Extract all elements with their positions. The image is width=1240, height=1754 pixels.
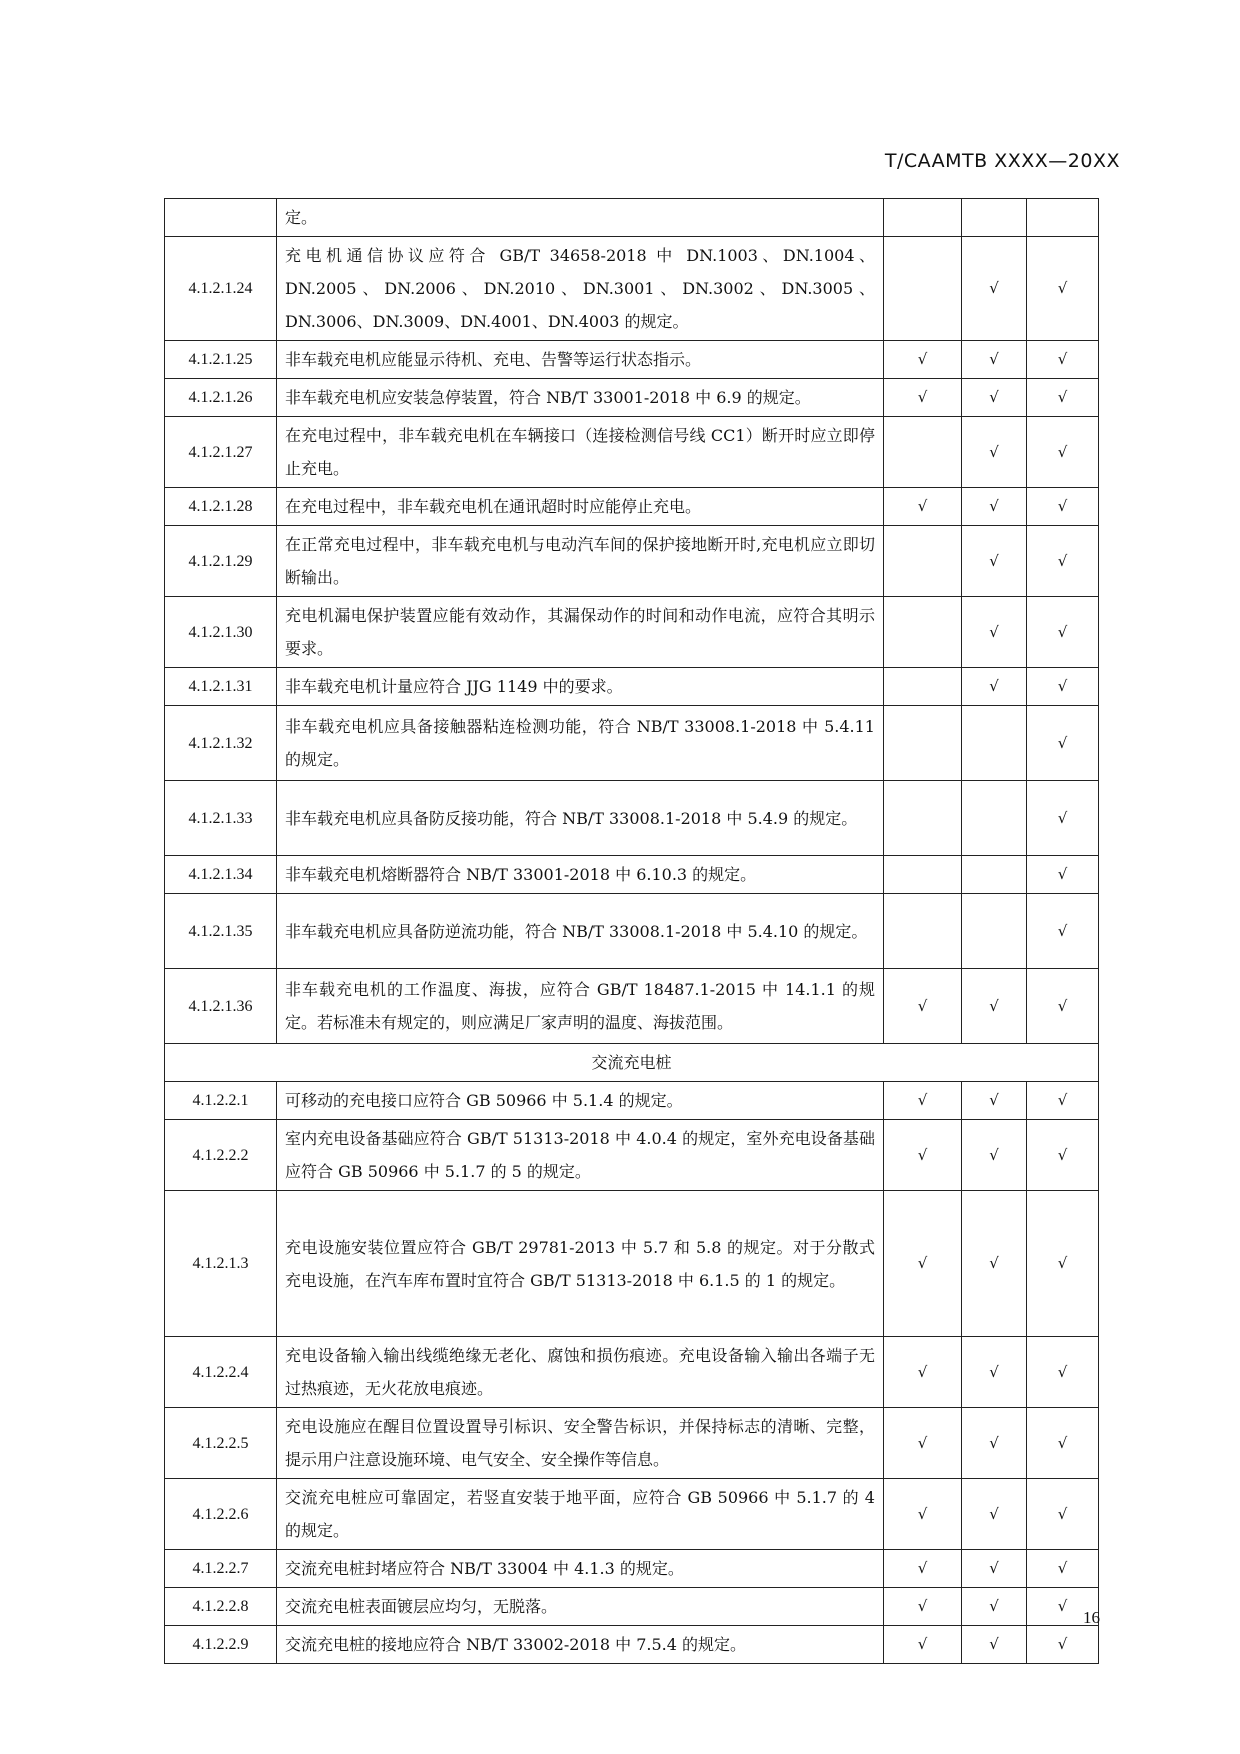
requirement-text-cell: 非车载充电机应能显示待机、充电、告警等运行状态指示。 xyxy=(277,341,884,379)
requirement-text-cell: 定。 xyxy=(277,199,884,237)
clause-number-cell: 4.1.2.1.28 xyxy=(165,488,277,526)
requirement-text-cell: 在充电过程中，非车载充电机在车辆接口（连接检测信号线 CC1）断开时应立即停止充电。 xyxy=(277,417,884,488)
check-mark-cell-2 xyxy=(962,706,1027,781)
clause-number-cell: 4.1.2.2.2 xyxy=(165,1120,277,1191)
requirement-text-cell: 交流充电桩表面镀层应均匀，无脱落。 xyxy=(277,1588,884,1626)
clause-number-cell: 4.1.2.1.25 xyxy=(165,341,277,379)
section-header-row xyxy=(165,1044,1099,1082)
requirement-text-cell: 充电机漏电保护装置应能有效动作，其漏保动作的时间和动作电流，应符合其明示要求。 xyxy=(277,597,884,668)
check-mark-cell-2: √ xyxy=(962,237,1027,341)
table-row xyxy=(165,1337,1099,1408)
table-row xyxy=(165,969,1099,1044)
check-mark-cell-2: √ xyxy=(962,379,1027,417)
check-mark-cell-2 xyxy=(962,781,1027,856)
table-row xyxy=(165,856,1099,894)
check-mark-cell-2: √ xyxy=(962,668,1027,706)
check-mark-cell-3: √ xyxy=(1027,1337,1099,1408)
check-mark-cell-2: √ xyxy=(962,1626,1027,1664)
check-mark-cell-1: √ xyxy=(884,379,962,417)
requirement-text-cell: 在充电过程中，非车载充电机在通讯超时时应能停止充电。 xyxy=(277,488,884,526)
check-mark-cell-3: √ xyxy=(1027,1191,1099,1337)
check-mark-cell-1 xyxy=(884,237,962,341)
check-mark-cell-3: √ xyxy=(1027,781,1099,856)
check-mark-cell-1: √ xyxy=(884,1337,962,1408)
table-row xyxy=(165,1408,1099,1479)
clause-number-cell: 4.1.2.1.29 xyxy=(165,526,277,597)
clause-number-cell: 4.1.2.1.31 xyxy=(165,668,277,706)
table-row xyxy=(165,706,1099,781)
table-row xyxy=(165,1550,1099,1588)
check-mark-cell-1: √ xyxy=(884,1588,962,1626)
check-mark-cell-3: √ xyxy=(1027,237,1099,341)
check-mark-cell-1 xyxy=(884,781,962,856)
requirement-text-cell: 非车载充电机计量应符合 JJG 1149 中的要求。 xyxy=(277,668,884,706)
check-mark-cell-3: √ xyxy=(1027,1550,1099,1588)
check-mark-cell-2 xyxy=(962,199,1027,237)
check-mark-cell-1: √ xyxy=(884,1120,962,1191)
table-row xyxy=(165,488,1099,526)
check-mark-cell-2: √ xyxy=(962,1588,1027,1626)
table-row xyxy=(165,1191,1099,1337)
check-mark-cell-1: √ xyxy=(884,1191,962,1337)
check-mark-cell-3: √ xyxy=(1027,1082,1099,1120)
check-mark-cell-1 xyxy=(884,706,962,781)
section-title: 交流充电桩 xyxy=(165,1044,1099,1082)
check-mark-cell-2: √ xyxy=(962,1337,1027,1408)
check-mark-cell-1 xyxy=(884,199,962,237)
requirement-text-cell: 非车载充电机应安装急停装置，符合 NB/T 33001-2018 中 6.9 的规定。 xyxy=(277,379,884,417)
clause-number-cell: 4.1.2.1.36 xyxy=(165,969,277,1044)
check-mark-cell-1: √ xyxy=(884,1082,962,1120)
requirement-text-cell: 交流充电桩的接地应符合 NB/T 33002-2018 中 7.5.4 的规定。 xyxy=(277,1626,884,1664)
table-body xyxy=(165,199,1099,1664)
table-row xyxy=(165,1082,1099,1120)
check-mark-cell-2: √ xyxy=(962,1479,1027,1550)
check-mark-cell-2: √ xyxy=(962,1408,1027,1479)
check-mark-cell-2: √ xyxy=(962,417,1027,488)
check-mark-cell-3: √ xyxy=(1027,417,1099,488)
clause-number-cell: 4.1.2.2.6 xyxy=(165,1479,277,1550)
check-mark-cell-2: √ xyxy=(962,488,1027,526)
check-mark-cell-2: √ xyxy=(962,1120,1027,1191)
requirement-text-cell: 充电设施应在醒目位置设置导引标识、安全警告标识，并保持标志的清晰、完整，提示用户注意设施环境、电气安全、安全操作等信息。 xyxy=(277,1408,884,1479)
requirement-text-cell: 非车载充电机应具备防反接功能，符合 NB/T 33008.1-2018 中 5.4.9 的规定。 xyxy=(277,781,884,856)
table-row xyxy=(165,379,1099,417)
check-mark-cell-2: √ xyxy=(962,1082,1027,1120)
table-row xyxy=(165,417,1099,488)
check-mark-cell-2: √ xyxy=(962,597,1027,668)
check-mark-cell-1 xyxy=(884,856,962,894)
check-mark-cell-2: √ xyxy=(962,1550,1027,1588)
check-mark-cell-1: √ xyxy=(884,488,962,526)
table-row xyxy=(165,781,1099,856)
check-mark-cell-1 xyxy=(884,597,962,668)
check-mark-cell-3: √ xyxy=(1027,1588,1099,1626)
check-mark-cell-1: √ xyxy=(884,1626,962,1664)
table-row xyxy=(165,597,1099,668)
check-mark-cell-1 xyxy=(884,526,962,597)
requirement-text-cell: 非车载充电机熔断器符合 NB/T 33001-2018 中 6.10.3 的规定。 xyxy=(277,856,884,894)
clause-number-cell: 4.1.2.1.32 xyxy=(165,706,277,781)
requirement-text-cell: 充电设施安装位置应符合 GB/T 29781-2013 中 5.7 和 5.8 的规定。对于分散式充电设施，在汽车库布置时宜符合 GB/T 51313-2018 中 6.1.5 的 1 的规定。 xyxy=(277,1191,884,1337)
check-mark-cell-3: √ xyxy=(1027,526,1099,597)
table-row xyxy=(165,1626,1099,1664)
clause-number-cell xyxy=(165,199,277,237)
check-mark-cell-3: √ xyxy=(1027,1120,1099,1191)
check-mark-cell-3: √ xyxy=(1027,856,1099,894)
clause-number-cell: 4.1.2.1.30 xyxy=(165,597,277,668)
check-mark-cell-2 xyxy=(962,894,1027,969)
table-row xyxy=(165,237,1099,341)
clause-number-cell: 4.1.2.1.27 xyxy=(165,417,277,488)
table-row xyxy=(165,1588,1099,1626)
requirement-text-cell: 室内充电设备基础应符合 GB/T 51313-2018 中 4.0.4 的规定，室外充电设备基础应符合 GB 50966 中 5.1.7 的 5 的规定。 xyxy=(277,1120,884,1191)
table-row xyxy=(165,894,1099,969)
clause-number-cell: 4.1.2.2.9 xyxy=(165,1626,277,1664)
check-mark-cell-2: √ xyxy=(962,341,1027,379)
check-mark-cell-3: √ xyxy=(1027,668,1099,706)
requirement-text-cell: 在正常充电过程中，非车载充电机与电动汽车间的保护接地断开时,充电机应立即切断输出。 xyxy=(277,526,884,597)
requirement-text-cell: 交流充电桩应可靠固定，若竖直安装于地平面，应符合 GB 50966 中 5.1.7 的 4 的规定。 xyxy=(277,1479,884,1550)
check-mark-cell-3: √ xyxy=(1027,597,1099,668)
clause-number-cell: 4.1.2.1.34 xyxy=(165,856,277,894)
check-mark-cell-2: √ xyxy=(962,969,1027,1044)
table-row xyxy=(165,199,1099,237)
requirement-text-cell: 充电设备输入输出线缆绝缘无老化、腐蚀和损伤痕迹。充电设备输入输出各端子无过热痕迹，无火花放电痕迹。 xyxy=(277,1337,884,1408)
clause-number-cell: 4.1.2.2.5 xyxy=(165,1408,277,1479)
requirement-text-cell: 非车载充电机应具备接触器粘连检测功能，符合 NB/T 33008.1-2018 中 5.4.11 的规定。 xyxy=(277,706,884,781)
requirement-text-cell: 可移动的充电接口应符合 GB 50966 中 5.1.4 的规定。 xyxy=(277,1082,884,1120)
check-mark-cell-1: √ xyxy=(884,341,962,379)
check-mark-cell-3: √ xyxy=(1027,1479,1099,1550)
check-mark-cell-1: √ xyxy=(884,969,962,1044)
table-row xyxy=(165,668,1099,706)
page-number: 16 xyxy=(1083,1608,1100,1627)
check-mark-cell-1: √ xyxy=(884,1408,962,1479)
clause-number-cell: 4.1.2.2.7 xyxy=(165,1550,277,1588)
requirements-table xyxy=(164,198,1099,1664)
check-mark-cell-3: √ xyxy=(1027,894,1099,969)
clause-number-cell: 4.1.2.1.33 xyxy=(165,781,277,856)
check-mark-cell-3: √ xyxy=(1027,706,1099,781)
check-mark-cell-2: √ xyxy=(962,526,1027,597)
requirement-text-cell: 充电机通信协议应符合 GB/T 34658-2018 中 DN.1003、DN.1004、DN.2005、DN.2006、DN.2010、DN.3001、DN.3002、DN.3005、DN.3006、DN.3009、DN.4001、DN.4003 的规定。 xyxy=(277,237,884,341)
table-row xyxy=(165,341,1099,379)
table-row xyxy=(165,1120,1099,1191)
table-row xyxy=(165,526,1099,597)
check-mark-cell-3: √ xyxy=(1027,1408,1099,1479)
check-mark-cell-1: √ xyxy=(884,1550,962,1588)
check-mark-cell-2 xyxy=(962,856,1027,894)
check-mark-cell-3 xyxy=(1027,199,1099,237)
check-mark-cell-3: √ xyxy=(1027,488,1099,526)
check-mark-cell-3: √ xyxy=(1027,341,1099,379)
clause-number-cell: 4.1.2.1.24 xyxy=(165,237,277,341)
clause-number-cell: 4.1.2.1.26 xyxy=(165,379,277,417)
check-mark-cell-1 xyxy=(884,668,962,706)
check-mark-cell-3: √ xyxy=(1027,1626,1099,1664)
check-mark-cell-1 xyxy=(884,894,962,969)
clause-number-cell: 4.1.2.2.1 xyxy=(165,1082,277,1120)
table-row xyxy=(165,1479,1099,1550)
clause-number-cell: 4.1.2.2.4 xyxy=(165,1337,277,1408)
clause-number-cell: 4.1.2.2.8 xyxy=(165,1588,277,1626)
requirement-text-cell: 非车载充电机的工作温度、海拔，应符合 GB/T 18487.1-2015 中 14.1.1 的规定。若标准未有规定的，则应满足厂家声明的温度、海拔范围。 xyxy=(277,969,884,1044)
check-mark-cell-3: √ xyxy=(1027,379,1099,417)
check-mark-cell-2: √ xyxy=(962,1191,1027,1337)
requirement-text-cell: 非车载充电机应具备防逆流功能，符合 NB/T 33008.1-2018 中 5.4.10 的规定。 xyxy=(277,894,884,969)
clause-number-cell: 4.1.2.1.3 xyxy=(165,1191,277,1337)
requirement-text-cell: 交流充电桩封堵应符合 NB/T 33004 中 4.1.3 的规定。 xyxy=(277,1550,884,1588)
check-mark-cell-1: √ xyxy=(884,1479,962,1550)
check-mark-cell-3: √ xyxy=(1027,969,1099,1044)
standard-code: T/CAAMTB XXXX—20XX xyxy=(884,150,1120,172)
check-mark-cell-1 xyxy=(884,417,962,488)
clause-number-cell: 4.1.2.1.35 xyxy=(165,894,277,969)
